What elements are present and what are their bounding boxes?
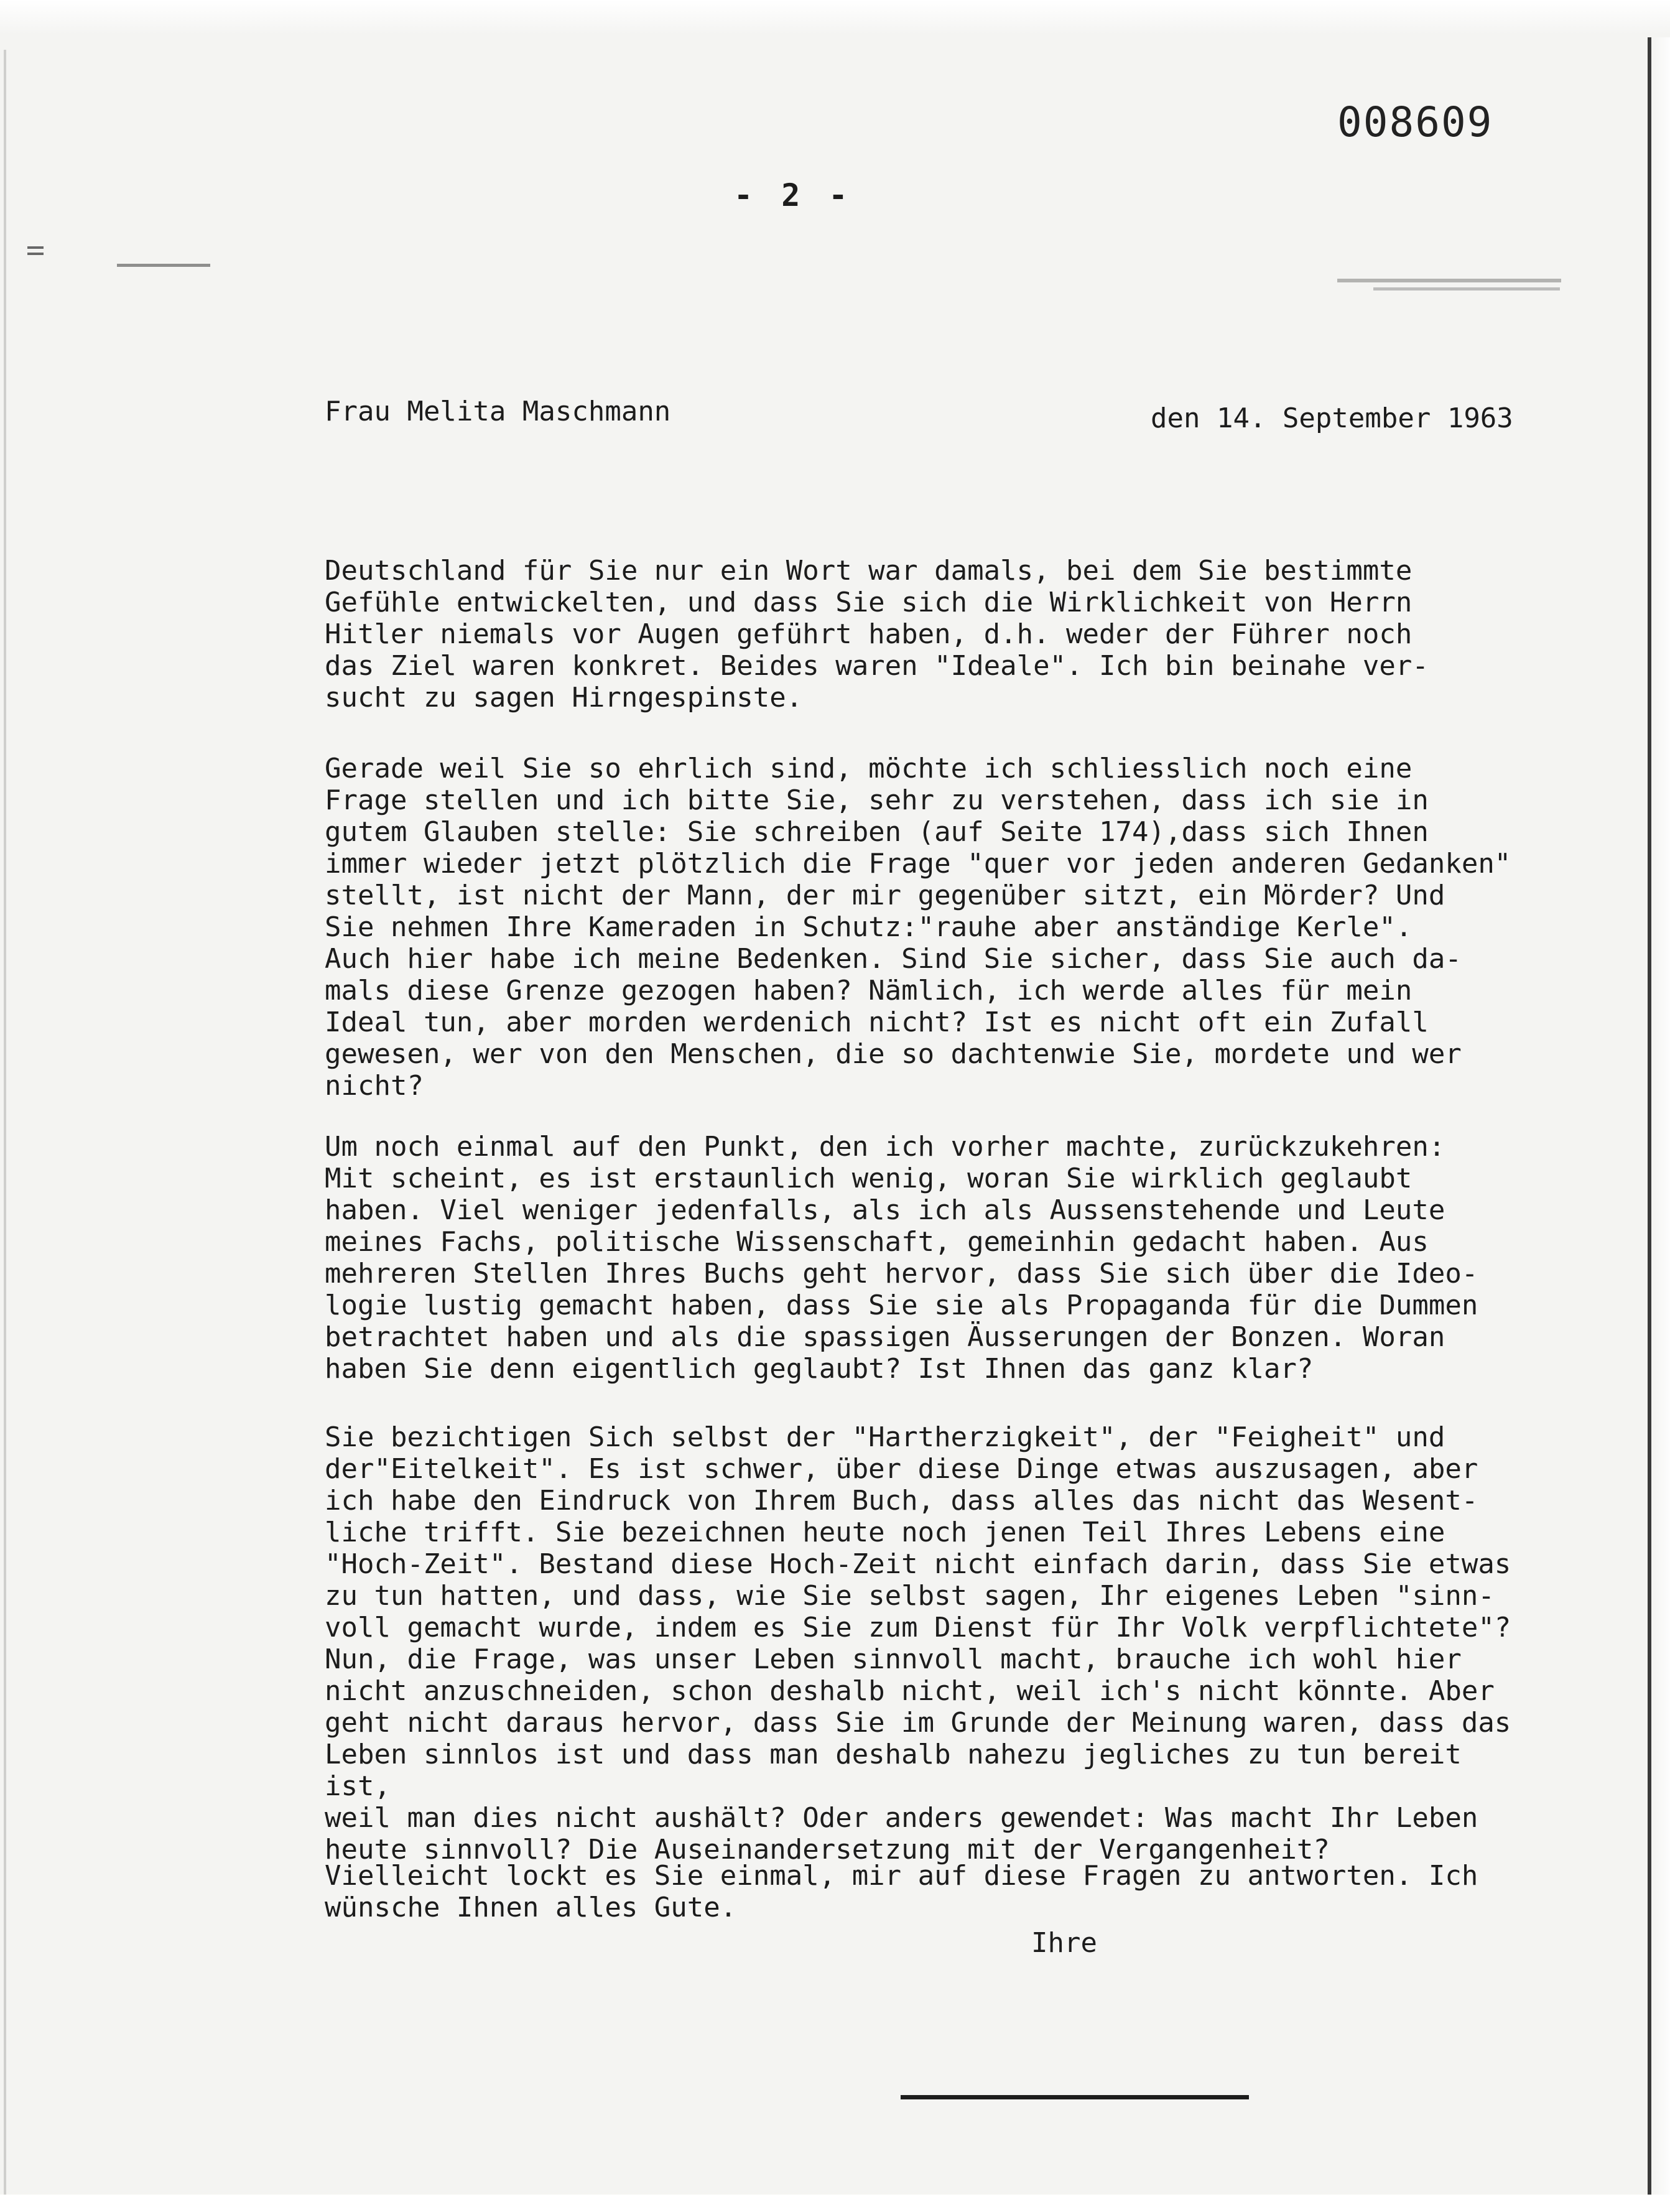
paragraph: Sie bezichtigen Sich selbst der "Hartherzigkeit", der "Feigheit" und der"Eitelkeit". Es ist schwer, über diese Dinge etwas auszusagen, aber ich habe den Eindruck von Ihrem Buch, dass alles das nicht das Wesent- liche trifft. Sie bezeichnen heute noch jenen Teil Ihres Lebens eine "Hoch-Zeit". Bestand diese Hoch-Zeit nicht einfach darin, dass Sie etwas zu tun hatten, und dass, wie Sie selbst sagen, Ihr eigenes Leben "sinn- voll gemacht wurde, indem es Sie zum Dienst für Ihr Volk verpflichtete"? Nun, die Frage, was unser Leben sinnvoll macht, brauche ich wohl hier nicht anzuschneiden, schon deshalb nicht, weil ich's nicht könnte. Aber geht nicht daraus hervor, dass Sie im Grunde der Meinung waren, dass das Leben sinnlos ist und dass man deshalb nahezu jegliches zu tun bereit ist, weil man dies nicht aushält? Oder anders gewendet: Was macht Ihr Leben heute sinnvoll? Die Auseinandersetzung mit der Vergangenheit? (325, 1421, 1511, 1866)
scan-top-edge (0, 0, 1670, 35)
margin-mark (27, 253, 44, 255)
paragraph: Gerade weil Sie so ehrlich sind, möchte ich schliesslich noch eine Frage stellen und ich bitte Sie, sehr zu verstehen, dass ich sie in gutem Glauben stelle: Sie schreiben (auf Seite 174),dass sich Ihnen immer wieder jetzt plötzlich die Frage "quer vor jeden anderen Gedanken" stellt, ist nicht der Mann, der mir gegenüber sitzt, ein Mörder? Und Sie nehmen Ihre Kameraden in Schutz:"rauhe aber anständige Kerle". Auch hier habe ich meine Bedenken. Sind Sie sicher, dass Sie auch da- mals diese Grenze gezogen haben? Nämlich, ich werde alles für mein Ideal tun, aber morden werdenich nicht? Ist es nicht oft ein Zufall gewesen, wer von den Menschen, die so dachtenwie Sie, mordete und wer nicht? (325, 753, 1511, 1102)
signature-line (901, 2095, 1249, 2099)
addressee: Frau Melita Maschmann (325, 396, 671, 427)
letter-date: den 14. September 1963 (1151, 402, 1513, 434)
paragraph: Deutschland für Sie nur ein Wort war damals, bei dem Sie bestimmte Gefühle entwickelten, und dass Sie sich die Wirklichkeit von Herrn Hitler niemals vor Augen geführt haben, d.h. weder der Führer noch das Ziel waren konkret. Beides waren "Ideale". Ich bin beinahe ver- sucht zu sagen Hirngespinste. (325, 555, 1429, 713)
margin-mark (27, 246, 44, 249)
scan-bottom-edge (0, 2195, 1670, 2212)
paragraph: Vielleicht lockt es Sie einmal, mir auf diese Fragen zu antworten. Ich wünsche Ihnen alles Gute. (325, 1860, 1478, 1923)
document-number: 008609 (1337, 98, 1493, 146)
closing-salutation: Ihre (1031, 1927, 1097, 1959)
page-number: - 2 - (734, 177, 853, 213)
smudge-mark (1373, 287, 1560, 290)
punch-mark (117, 264, 210, 267)
scan-left-edge (4, 50, 6, 2196)
scan-right-edge (1648, 37, 1670, 2212)
paragraph: Um noch einmal auf den Punkt, den ich vorher machte, zurückzukehren: Mit scheint, es ist erstaunlich wenig, woran Sie wirklich geglaubt haben. Viel weniger jedenfalls, als ich als Aussenstehende und Leute meines Fachs, politische Wissenschaft, gemeinhin gedacht haben. Aus mehreren Stellen Ihres Buchs geht hervor, dass Sie sich über die Ideo- logie lustig gemacht haben, dass Sie sie als Propaganda für die Dummen betrachtet haben und als die spassigen Äusserungen der Bonzen. Woran haben Sie denn eigentlich geglaubt? Ist Ihnen das ganz klar? (325, 1131, 1478, 1385)
smudge-mark (1337, 279, 1561, 282)
